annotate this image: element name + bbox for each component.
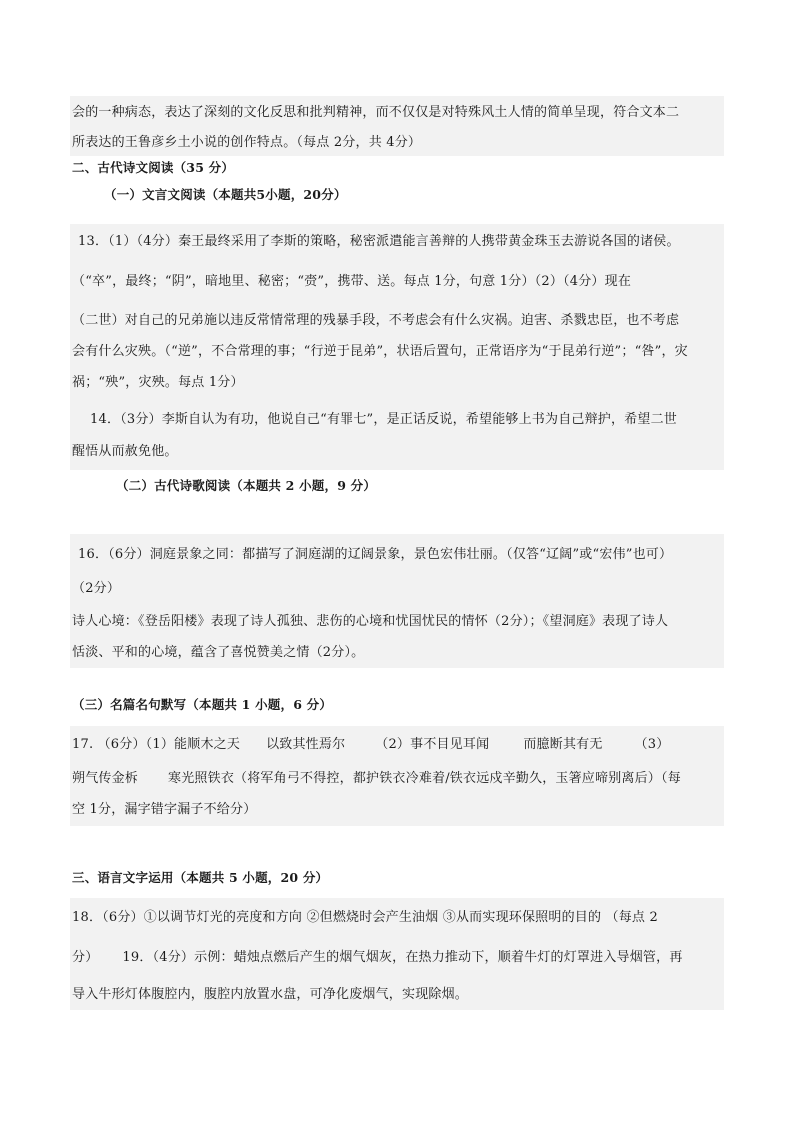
q19-line-1 <box>72 948 683 968</box>
q17-line-1 <box>72 735 669 755</box>
q13-line: 13．（1）（4分）秦王最终采用了李斯的策略，秘密派遣能言善辩的人携带黄金珠玉去游说各国的诸侯。 <box>78 234 680 249</box>
q19-line-2: 导入牛形灯体腹腔内，腹腔内放置水盘，可净化废烟气，实现除烟。 <box>72 987 469 1002</box>
subsection-heading-classical-prose: （一）文言文阅读（本题共5小题，20分） <box>104 187 347 202</box>
q16-line: 16．（6分）洞庭景象之同：都描写了洞庭湖的辽阔景象，景色宏伟壮丽。（仅答“辽阔”或“宏伟”也可） <box>78 547 673 562</box>
q14-line: 醒悟从而赦免他。 <box>72 444 178 459</box>
q17-part: （3） <box>634 737 670 752</box>
q13-line: 会有什么灾殃。（“逆”，不合常理的事；“行逆于昆弟”，状语后置句，正常语序为“于昆弟行逆”；“咎”，灾 <box>72 344 688 359</box>
q13-line: （二世）对自己的兄弟施以违反常情常理的残暴手段，不考虑会有什么灾祸。迫害、杀戮忠臣，也不考虑 <box>72 313 680 328</box>
section-heading-ancient-poetry: 二、古代诗文阅读（35 分） <box>72 160 235 175</box>
q17-part: （2）事不目见耳闻 <box>375 737 490 752</box>
q17-line-2 <box>72 769 681 789</box>
q16-line: 诗人心境：《登岳阳楼》表现了诗人孤独、悲伤的心境和忧国忧民的情怀（2分）；《望洞庭》表现了诗人 <box>72 614 669 629</box>
q19-start: 19．（4分）示例：蜡烛点燃后产生的烟气烟灰，在热力推动下，顺着牛灯的灯罩进入导烟管，再 <box>122 950 683 965</box>
q17-line-3: 空 1分，漏字错字漏子不给分） <box>72 802 257 817</box>
q17-part: 朔气传金柝 <box>72 771 139 786</box>
q18-line: 18．（6分）①以调节灯光的亮度和方向 ②但燃烧时会产生油烟 ③从而实现环保照明的目的 （每点 2 <box>72 910 658 925</box>
section-heading-language-use: 三、语言文字运用（本题共 5 小题，20 分） <box>72 870 329 885</box>
q17-part: 而臆断其有无 <box>523 737 603 752</box>
q17-part: 寒光照铁衣（将军角弓不得控，都护铁衣冷难着/铁衣远戍辛勤久，玉箸应啼别离后）（每 <box>168 771 681 786</box>
q17-part: 以致其性焉尔 <box>266 737 346 752</box>
q13-line: （“卒”，最终；“阴”，暗地里、秘密；“赍”，携带、送。每点 1分，句意 1分）（2）（4分）现在 <box>72 274 632 289</box>
q17-part: 17. （6分）（1）能顺木之天 <box>72 737 241 752</box>
subsection-heading-poetry: （二）古代诗歌阅读（本题共 2 小题，9 分） <box>116 478 377 493</box>
q16-line: （2分） <box>72 581 121 596</box>
text-line: 所表达的王鲁彦乡土小说的创作特点。（每点 2分，共 4分） <box>72 135 422 150</box>
subsection-heading-famous-lines: （三）名篇名句默写（本题共 1 小题，6 分） <box>72 697 333 712</box>
q14-line: 14．（3分）李斯自认为有功，他说自己“有罪七”，是正话反说，希望能够上书为自己辩护，希望二世 <box>90 412 678 427</box>
q13-line: 祸；“殃”，灾殃。每点 1分） <box>72 375 244 390</box>
text-line: 会的一种病态，表达了深刻的文化反思和批判精神，而不仅仅是对特殊风土人情的简单呈现，符合文本二 <box>72 105 680 120</box>
q18-tail: 分） <box>72 950 99 965</box>
q16-line: 恬淡、平和的心境，蕴含了喜悦赞美之情（2分）。 <box>72 645 365 660</box>
